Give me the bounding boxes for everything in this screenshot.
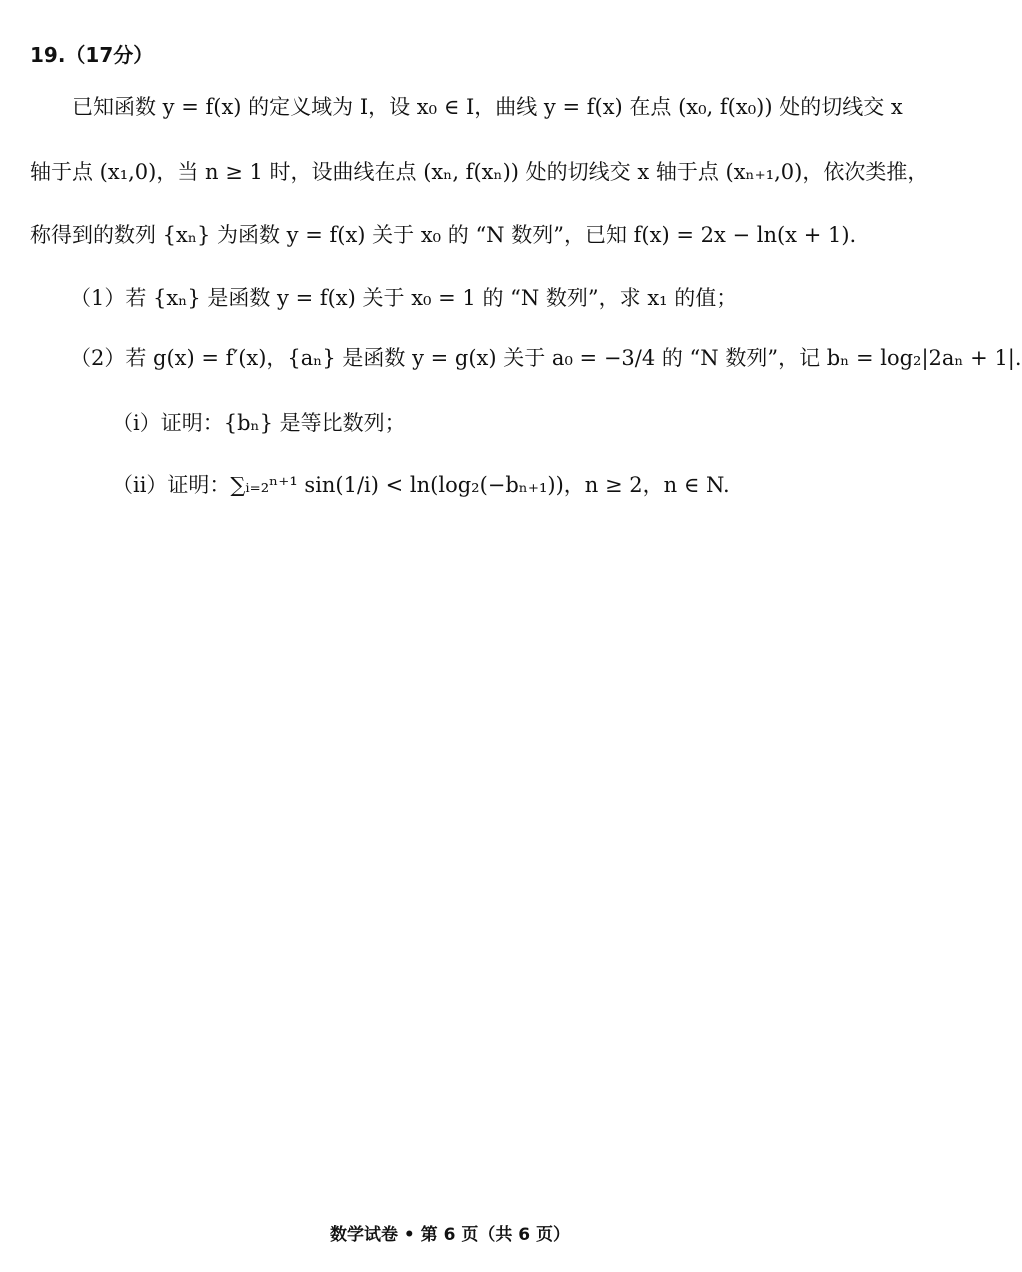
question-stem-line-1: 已知函数 y = f(x) 的定义域为 I，设 x₀ ∈ I，曲线 y = f(x) 在点 (x₀, f(x₀)) 处的切线交 x xyxy=(72,95,903,119)
question-stem-line-3: 称得到的数列 {xₙ} 为函数 y = f(x) 关于 x₀ 的 “N 数列”，已知 f(x) = 2x − ln(x + 1). xyxy=(30,223,857,247)
subquestion-2: （2）若 g(x) = f′(x)，{aₙ} 是函数 y = g(x) 关于 a₀ = −3/4 的 “N 数列”，记 bₙ = log₂|2aₙ + 1|. xyxy=(70,346,1022,370)
subquestion-1: （1）若 {xₙ} 是函数 y = f(x) 关于 x₀ = 1 的 “N 数列”，求 x₁ 的值； xyxy=(70,286,738,310)
subquestion-2-ii: （ii）证明：∑ᵢ₌₂ⁿ⁺¹ sin(1/i) < ln(log₂(−bₙ₊₁))，n ≥ 2，n ∈ N. xyxy=(112,473,730,497)
question-stem-line-2: 轴于点 (x₁,0)，当 n ≥ 1 时，设曲线在点 (xₙ, f(xₙ)) 处的切线交 x 轴于点 (xₙ₊₁,0)，依次类推， xyxy=(30,160,929,184)
subquestion-2-i: （i）证明：{bₙ} 是等比数列； xyxy=(112,411,406,435)
question-number: 19.（17分） xyxy=(30,43,154,67)
page-footer: 数学试卷 • 第 6 页（共 6 页） xyxy=(329,1225,571,1245)
